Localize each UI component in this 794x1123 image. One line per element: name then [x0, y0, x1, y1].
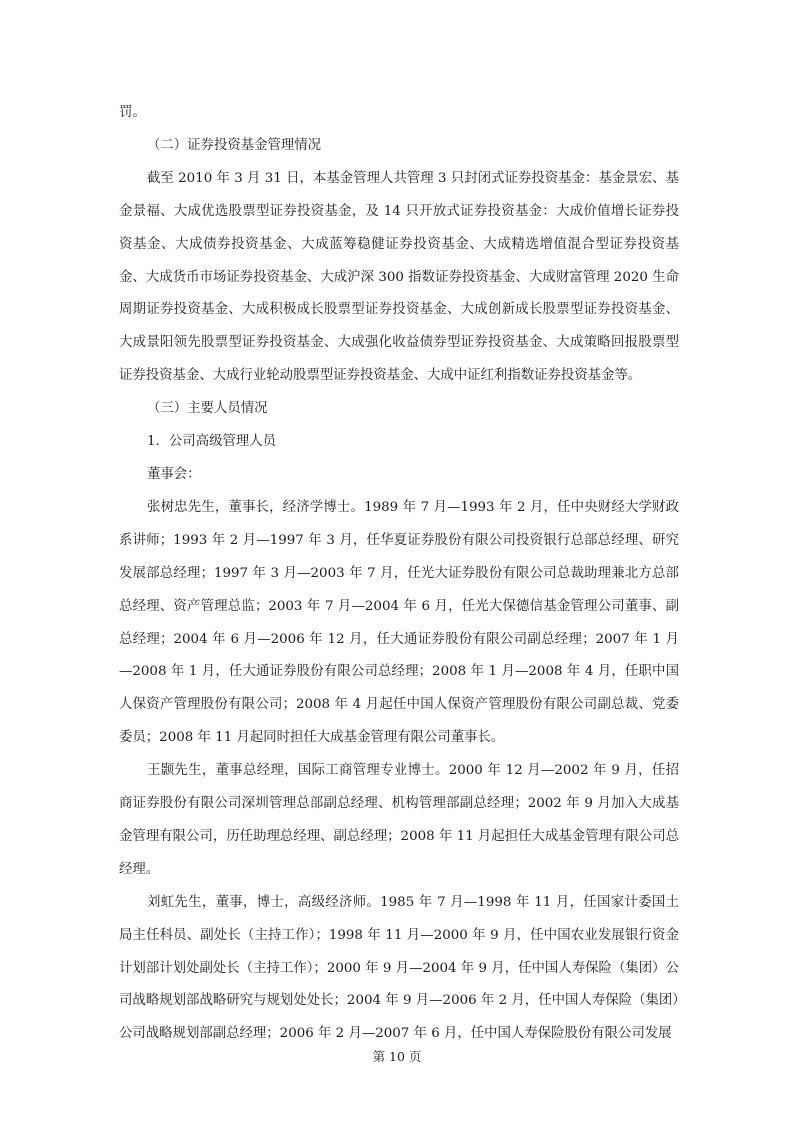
paragraph-bio-zhang-shuzhong: 张树忠先生，董事长，经济学博士。1989 年 7 月—1993 年 2 月，任中央财经大学财政系讲师；1993 年 2 月—1997 年 3 月，任华夏证券股份有限公司投资银行总部总经理、研究发展部总经理；1997 年 3 月—2003 年 7 月，任光大证券股份有限公司总裁助理兼北方总部总经理、资产管理总监；2003 年 7 月—2004 年 6 月，任光大保德信基金管理公司董事、副总经理；2004 年 6 月—2006 年 12 月，任大通证券股份有限公司副总经理；2007 年 1 月—2008 年 1 月，任大通证券股份有限公司总经理；2008 年 1 月—2008 年 4 月，任职中国人保资产管理股份有限公司；2008 年 4 月起任中国人保资产管理股份有限公司副总裁、党委委员；2008 年 11 月起同时担任大成基金管理有限公司董事长。 — [119, 499, 679, 746]
section-heading-key-personnel: （三）主要人员情况 — [147, 401, 268, 417]
section-heading-fund-management: （二）证券投资基金管理情况 — [147, 137, 322, 153]
paragraph-bio-wang-hao: 王颢先生，董事总经理，国际工商管理专业博士。2000 年 12 月—2002 年 9 月，任招商证券股份有限公司深圳管理总部副总经理、机构管理部副总经理；2002 年 9 月加入大成基金管理有限公司，历任助理总经理、副总经理；2008 年 11 月起担任大成基金管理有限公司总经理。 — [119, 763, 679, 877]
paragraph-funds-managed: 截至 2010 年 3 月 31 日，本基金管理人共管理 3 只封闭式证券投资基金：基金景宏、基金景福、大成优选股票型证券投资基金，及 14 只开放式证券投资基金：大成价值增长证券投资基金、大成债券投资基金、大成蓝筹稳健证券投资基金、大成精选增值混合型证券投资基金、大成货币市场证券投资基金、大成沪深 300 指数证券投资基金、大成财富管理 2020 生命周期证券投资基金、大成积极成长股票型证券投资基金、大成创新成长股票型证券投资基金、大成景阳领先股票型证券投资基金、大成强化收益债券型证券投资基金、大成策略回报股票型证券投资基金、大成行业轮动股票型证券投资基金、大成中证红利指数证券投资基金等。 — [119, 170, 679, 384]
paragraph-continuation: 罚。 — [119, 105, 146, 120]
page-number: 第 10 页 — [372, 1049, 422, 1064]
document-body — [119, 97, 679, 1051]
paragraph-bio-liu-hong: 刘虹先生，董事，博士，高级经济师。1985 年 7 月—1998 年 11 月，任国家计委国土局主任科员、副处长（主持工作）；1998 年 11 月—2000 年 9 月，任中国农业发展银行资金计划部计划处副处长（主持工作）；2000 年 9 月—2004 年 9 月，任中国人寿保险（集团）公司战略规划部战略研究与规划处处长；2004 年 9 月—2006 年 2 月，任中国人寿保险（集团）公司战略规划部副总经理；2006 年 2 月—2007 年 6 月，任中国人寿保险股份有限公司发展 — [119, 894, 679, 1042]
subheading-board: 董事会： — [147, 466, 201, 482]
subheading-senior-management: 1．公司高级管理人员 — [147, 434, 277, 450]
